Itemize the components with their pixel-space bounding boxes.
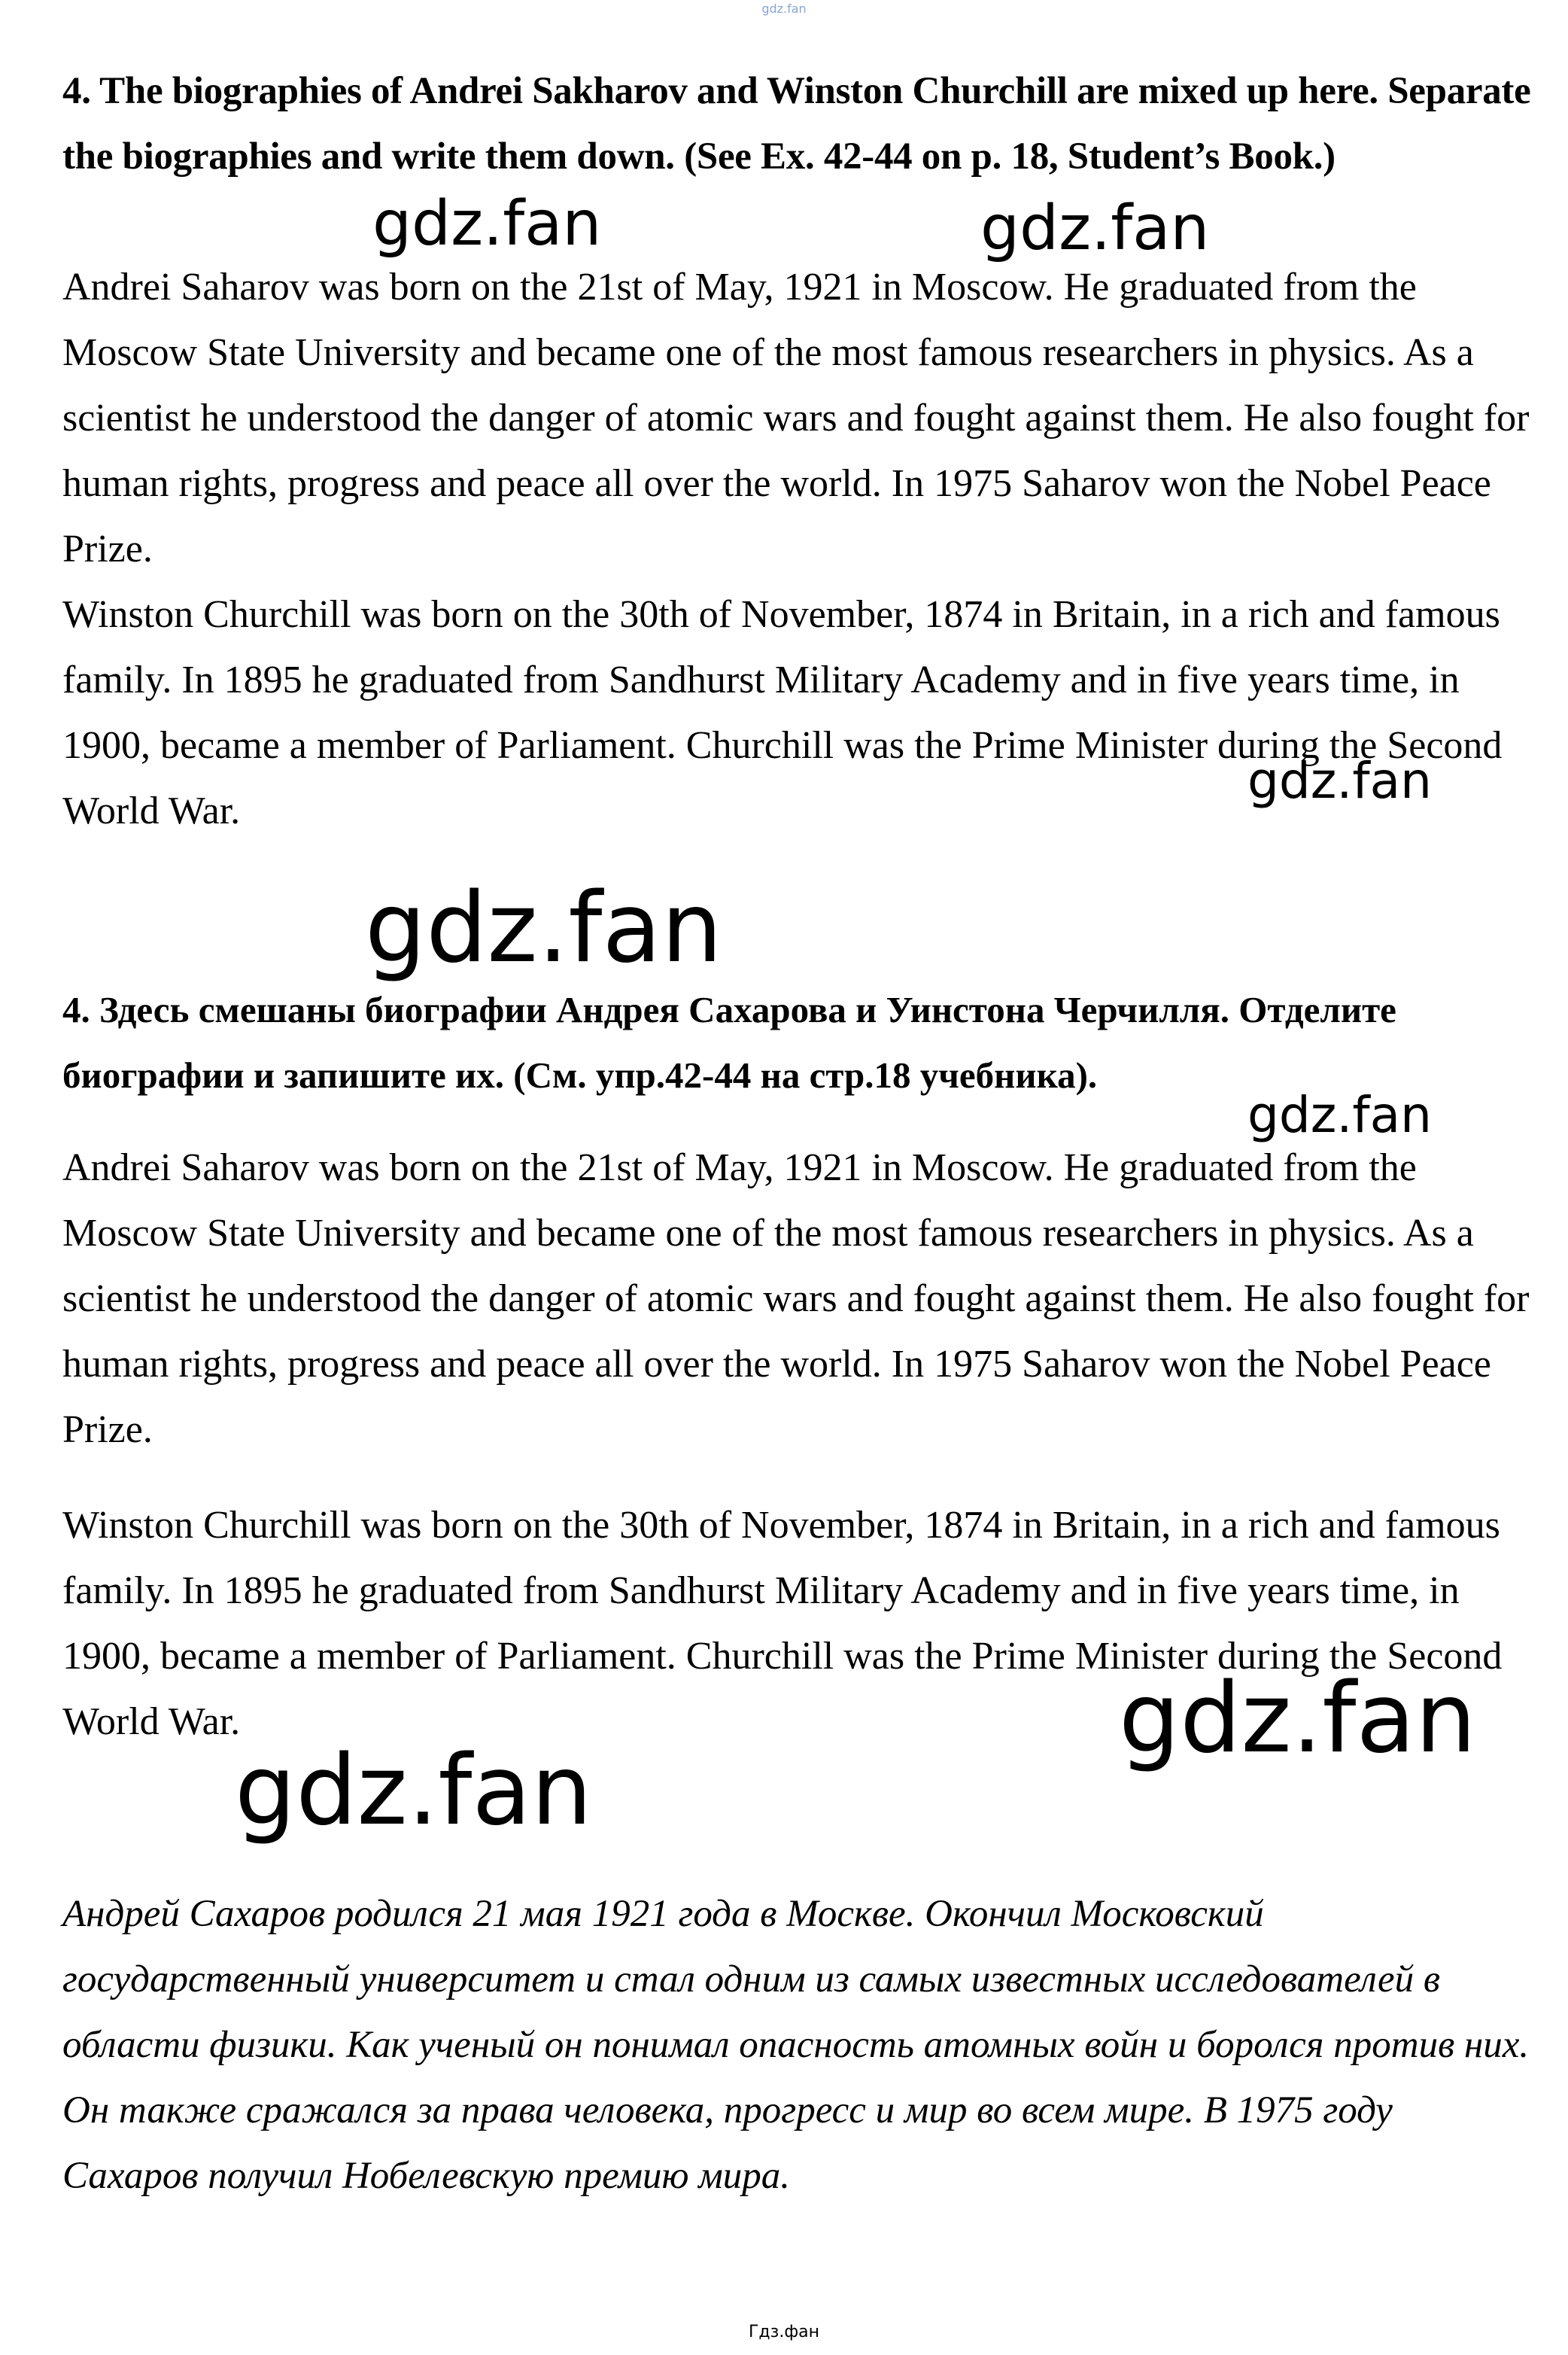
sakharov-paragraph-en: Andrei Saharov was born on the 21st of May, 1921 in Moscow. He graduated from the Moscow State University and became one of the most famous researchers in physics. As a scientist he understood the danger of atomic wars and fought against them. He also fought for human rights, progress and peace all over the world. In 1975 Saharov won the Nobel Peace Prize. xyxy=(62,266,1530,570)
watermark: gdz.fan xyxy=(372,188,602,260)
sakharov-paragraph-ru-task: Andrei Saharov was born on the 21st of May, 1921 in Moscow. He graduated from the Moscow State University and became one of the most famous researchers in physics. As a scientist he understood the danger of atomic wars and fought against them. He also fought for human rights, progress and peace all over the world. In 1975 Saharov won the Nobel Peace Prize. xyxy=(62,1146,1530,1451)
site-mark-top: gdz.fan xyxy=(761,2,807,16)
watermark: gdz.fan xyxy=(235,1735,592,1847)
watermark: gdz.fan xyxy=(1247,752,1432,810)
watermark: gdz.fan xyxy=(1247,1086,1432,1144)
sakharov-translation: Андрей Сахаров родился 21 мая 1921 года в Москве. Окончил Московский государственный университет и стал одним из самых известных исследователей в области физики. Как ученый он понимал опасность атомных войн и боролся против них. Он также сражался за права человека, прогресс и мир во всем мире. В 1975 году Сахаров получил Нобелевскую премию мира. xyxy=(62,1893,1530,2197)
task-heading-ru: 4. Здесь смешаны биографии Андрея Сахарова и Уинстона Черчилля. Отделите биографии и запишите их. (См. упр.42-44 на стр.18 учебника). xyxy=(62,989,1396,1096)
churchill-paragraph-en: Winston Churchill was born on the 30th of November, 1874 in Britain, in a rich and famous family. In 1895 he graduated from Sandhurst Military Academy and in five years time, in 1900, became a member of Parliament. Churchill was the Prime Minister during the Second World War. xyxy=(62,593,1503,832)
watermark: gdz.fan xyxy=(365,872,722,984)
watermark: gdz.fan xyxy=(980,193,1210,264)
watermark: gdz.fan xyxy=(1119,1663,1476,1775)
churchill-paragraph-ru-task: Winston Churchill was born on the 30th of November, 1874 in Britain, in a rich and famous family. In 1895 he graduated from Sandhurst Military Academy and in five years time, in 1900, became a member of Parliament. Churchill was the Prime Minister during the Second World War. xyxy=(62,1504,1503,1743)
site-mark-bottom: Гдз.фан xyxy=(749,2323,819,2341)
task-heading-en: 4. The biographies of Andrei Sakharov and Winston Churchill are mixed up here. Separate the biographies and write them down. (See Ex. 42-44 on p. 18, Student’s Book.) xyxy=(62,70,1531,178)
